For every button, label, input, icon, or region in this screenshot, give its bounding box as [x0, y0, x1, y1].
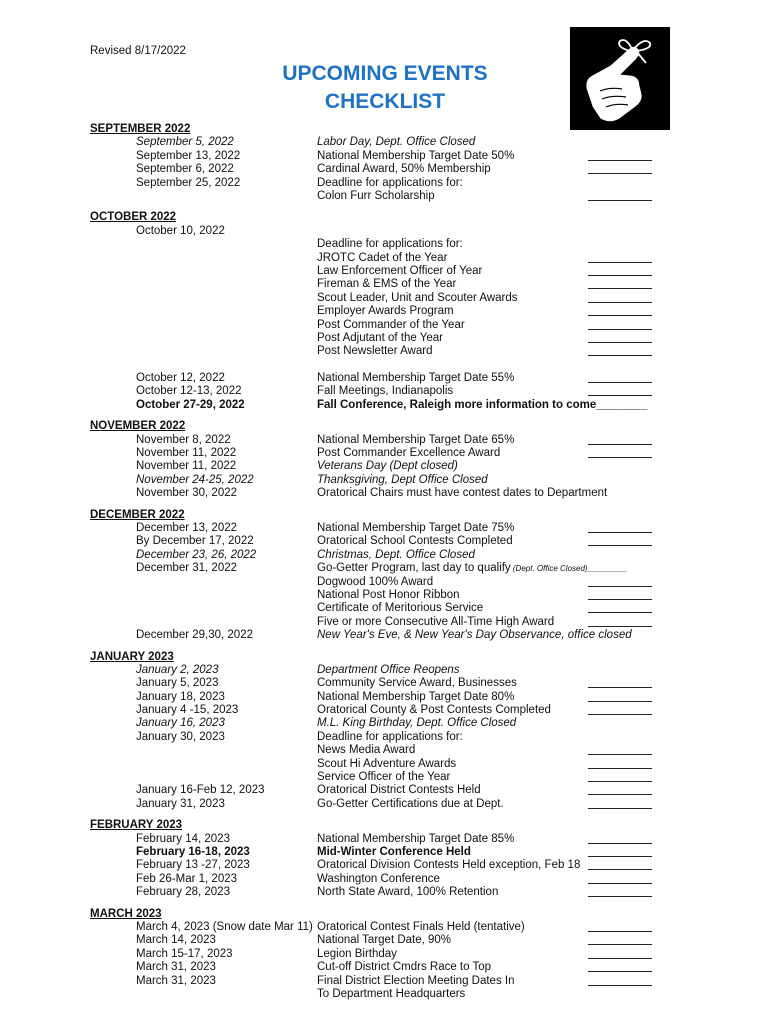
event-date: March 31, 2023 — [136, 974, 216, 987]
event-row — [0, 602, 770, 615]
event-description: Oratorical County & Post Contests Completed — [317, 704, 551, 717]
event-row — [0, 319, 770, 332]
month-heading: MARCH 2023 — [90, 907, 162, 920]
event-description: National Membership Target Date 50% — [317, 149, 515, 162]
event-row — [0, 704, 770, 717]
checklist-blank-line[interactable] — [588, 382, 652, 383]
event-description: Cut-off District Cmdrs Race to Top — [317, 961, 492, 974]
checklist-blank-line[interactable] — [588, 612, 652, 613]
event-description: Legion Birthday — [317, 947, 397, 960]
event-description: JROTC Cadet of the Year — [317, 251, 448, 264]
event-date: December 23, 26, 2022 — [136, 548, 257, 561]
event-row — [0, 345, 770, 358]
checklist-blank-line[interactable] — [588, 701, 652, 702]
month-heading: NOVEMBER 2022 — [90, 420, 186, 433]
event-row — [0, 447, 770, 460]
event-date: October 12-13, 2022 — [136, 385, 242, 398]
event-description: National Target Date, 90% — [317, 934, 452, 947]
event-description: M.L. King Birthday, Dept. Office Closed — [317, 717, 517, 730]
event-date: November 11, 2022 — [136, 460, 237, 473]
section-spacer — [0, 811, 770, 819]
event-note: (Dept. Office Closed)_________ — [510, 564, 628, 574]
event-description: Mid-Winter Conference Held — [317, 846, 471, 859]
events-checklist — [0, 123, 770, 1001]
event-date: November 8, 2022 — [136, 433, 231, 446]
event-description: Thanksgiving, Dept Office Closed — [317, 473, 488, 486]
checklist-blank-line[interactable] — [588, 586, 652, 587]
event-date: September 5, 2022 — [136, 136, 234, 149]
checklist-blank-line[interactable] — [588, 869, 652, 870]
event-row — [0, 225, 770, 238]
event-description: Deadline for applications for: — [317, 730, 463, 743]
event-date: By December 17, 2022 — [136, 535, 254, 548]
event-row — [0, 487, 770, 500]
event-description: National Membership Target Date 65% — [317, 433, 515, 446]
checklist-blank-line[interactable] — [588, 342, 652, 343]
event-date: February 16-18, 2023 — [136, 846, 250, 859]
row-spacer — [0, 359, 770, 372]
checklist-blank-line[interactable] — [588, 714, 652, 715]
event-row — [0, 399, 770, 412]
event-date: September 6, 2022 — [136, 163, 234, 176]
event-description: Oratorical Division Contests Held exception, Feb 18 — [317, 859, 581, 872]
event-row — [0, 988, 770, 1001]
checklist-blank-line[interactable] — [588, 754, 652, 755]
event-description: Post Newsletter Award — [317, 345, 433, 358]
event-date: March 31, 2023 — [136, 961, 216, 974]
event-description: Oratorical School Contests Completed — [317, 535, 513, 548]
event-row — [0, 784, 770, 797]
event-row — [0, 744, 770, 757]
event-row — [0, 717, 770, 730]
event-row — [0, 474, 770, 487]
event-description: National Post Honor Ribbon — [317, 588, 460, 601]
revised-date: Revised 8/17/2022 — [90, 45, 186, 57]
event-date: November 30, 2022 — [136, 487, 238, 500]
event-description: National Membership Target Date 80% — [317, 690, 515, 703]
event-date: December 13, 2022 — [136, 522, 238, 534]
event-description: Scout Hi Adventure Awards — [317, 757, 457, 770]
event-date: March 4, 2023 (Snow date Mar 11) — [136, 920, 313, 933]
checklist-blank-line[interactable] — [588, 457, 652, 458]
event-description: Oratorical District Contests Held — [317, 784, 481, 797]
event-date: January 5, 2023 — [136, 677, 219, 690]
checklist-blank-line[interactable] — [588, 395, 652, 396]
month-heading: JANUARY 2023 — [90, 650, 174, 663]
event-row — [0, 616, 770, 629]
event-description: National Membership Target Date 55% — [317, 372, 515, 385]
event-description: Service Officer of the Year — [317, 771, 451, 784]
event-row — [0, 549, 770, 562]
checklist-blank-line[interactable] — [588, 444, 652, 445]
checklist-blank-line[interactable] — [588, 275, 652, 276]
checklist-blank-line[interactable] — [588, 808, 652, 809]
event-row — [0, 576, 770, 589]
event-date: October 12, 2022 — [136, 372, 225, 385]
event-date: October 27-29, 2022 — [136, 398, 245, 411]
checklist-blank-line[interactable] — [588, 288, 652, 289]
event-date: January 30, 2023 — [136, 730, 225, 743]
event-date: January 31, 2023 — [136, 797, 225, 810]
event-description: Fall Conference, Raleigh more information to come________ — [317, 398, 648, 411]
checklist-blank-line[interactable] — [588, 160, 652, 161]
event-description: Post Commander Excellence Award — [317, 447, 501, 460]
checklist-blank-line[interactable] — [588, 262, 652, 263]
event-row — [0, 177, 770, 190]
event-description: Go-Getter Program, last day to qualify (Dept. Office Closed)_________ — [317, 562, 628, 575]
event-row — [0, 589, 770, 602]
event-description: National Membership Target Date 85% — [317, 832, 515, 845]
checklist-blank-line[interactable] — [588, 687, 652, 688]
checklist-blank-line[interactable] — [588, 794, 652, 795]
event-row — [0, 238, 770, 251]
event-date: November 11, 2022 — [136, 447, 237, 460]
event-description: Certificate of Meritorious Service — [317, 602, 484, 615]
event-description: Washington Conference — [317, 872, 440, 885]
checklist-blank-line[interactable] — [588, 971, 652, 972]
event-description: Go-Getter Certifications due at Dept. — [317, 797, 504, 810]
event-row — [0, 961, 770, 974]
event-row — [0, 305, 770, 318]
event-row — [0, 460, 770, 473]
checklist-blank-line[interactable] — [588, 944, 652, 945]
event-row — [0, 278, 770, 291]
event-description: Employer Awards Program — [317, 305, 454, 318]
event-date: February 13 -27, 2023 — [136, 859, 250, 872]
event-description: Oratorical Chairs must have contest dates to Department — [317, 487, 608, 500]
event-row — [0, 190, 770, 203]
checklist-blank-line[interactable] — [588, 768, 652, 769]
event-row — [0, 629, 770, 642]
event-description: Veterans Day (Dept closed) — [317, 460, 458, 473]
event-row — [0, 798, 770, 811]
checklist-blank-line[interactable] — [588, 200, 652, 201]
checklist-blank-line[interactable] — [588, 856, 652, 857]
event-date: September 25, 2022 — [136, 176, 241, 189]
event-date: March 14, 2023 — [136, 934, 216, 947]
event-row — [0, 886, 770, 899]
event-description: New Year's Eve, & New Year's Day Observance, office closed — [317, 629, 632, 642]
event-row — [0, 150, 770, 163]
event-row — [0, 136, 770, 149]
event-date: October 10, 2022 — [136, 224, 225, 237]
event-date: November 24-25, 2022 — [136, 473, 254, 486]
section-spacer — [0, 643, 770, 651]
month-heading: SEPTEMBER 2022 — [90, 123, 191, 135]
event-row — [0, 948, 770, 961]
checklist-blank-line[interactable] — [588, 843, 652, 844]
event-date: January 18, 2023 — [136, 690, 225, 703]
section-spacer — [0, 412, 770, 420]
event-description: Colon Furr Scholarship — [317, 189, 435, 202]
checklist-blank-line[interactable] — [588, 626, 652, 627]
event-date: February 28, 2023 — [136, 886, 230, 899]
event-row — [0, 265, 770, 278]
event-row — [0, 522, 770, 535]
event-description: Christmas, Dept. Office Closed — [317, 548, 475, 561]
event-row — [0, 758, 770, 771]
event-row — [0, 292, 770, 305]
event-description: Community Service Award, Businesses — [317, 677, 517, 690]
event-date: September 13, 2022 — [136, 149, 241, 162]
event-row — [0, 934, 770, 947]
event-description: Final District Election Meeting Dates In — [317, 974, 515, 987]
checklist-blank-line[interactable] — [588, 896, 652, 897]
title-line-2: CHECKLIST — [324, 90, 446, 113]
checklist-blank-line[interactable] — [588, 781, 652, 782]
checklist-blank-line[interactable] — [588, 599, 652, 600]
event-description: Oratorical Contest Finals Held (tentative) — [317, 920, 525, 933]
checklist-blank-line[interactable] — [588, 883, 652, 884]
checklist-blank-line[interactable] — [588, 355, 652, 356]
event-row — [0, 664, 770, 677]
event-description: To Department Headquarters — [317, 987, 466, 1000]
event-date: March 15-17, 2023 — [136, 947, 233, 960]
event-row — [0, 385, 770, 398]
event-row — [0, 434, 770, 447]
checklist-blank-line[interactable] — [588, 532, 652, 533]
event-row — [0, 562, 770, 575]
month-heading: DECEMBER 2022 — [90, 508, 185, 521]
event-row — [0, 846, 770, 859]
event-row — [0, 332, 770, 345]
checklist-blank-line[interactable] — [588, 302, 652, 303]
event-description: News Media Award — [317, 744, 416, 757]
event-description: North State Award, 100% Retention — [317, 886, 499, 899]
section-spacer — [0, 900, 770, 908]
event-row — [0, 833, 770, 846]
event-date: January 2, 2023 — [136, 663, 219, 676]
section-spacer — [0, 501, 770, 509]
event-description: Deadline for applications for: — [317, 176, 463, 189]
checklist-blank-line[interactable] — [588, 545, 652, 546]
section-spacer — [0, 203, 770, 211]
event-description: Deadline for applications for: — [317, 238, 463, 251]
event-date: Feb 26-Mar 1, 2023 — [136, 872, 238, 885]
event-description: Scout Leader, Unit and Scouter Awards — [317, 291, 518, 304]
event-description: Post Commander of the Year — [317, 318, 465, 331]
event-row — [0, 859, 770, 872]
event-date: February 14, 2023 — [136, 832, 230, 845]
event-description: Labor Day, Dept. Office Closed — [317, 136, 476, 149]
event-row — [0, 873, 770, 886]
month-heading: FEBRUARY 2023 — [90, 819, 183, 832]
event-description: Fireman & EMS of the Year — [317, 278, 457, 291]
event-date: January 16-Feb 12, 2023 — [136, 784, 265, 797]
checklist-blank-line[interactable] — [588, 958, 652, 959]
event-description: Cardinal Award, 50% Membership — [317, 163, 491, 176]
checklist-blank-line[interactable] — [588, 931, 652, 932]
event-row — [0, 163, 770, 176]
event-row — [0, 921, 770, 934]
event-description: Five or more Consecutive All-Time High Award — [317, 615, 555, 628]
event-row — [0, 252, 770, 265]
checklist-blank-line[interactable] — [588, 315, 652, 316]
event-description: Post Adjutant of the Year — [317, 331, 443, 344]
title-line-1: UPCOMING EVENTS — [282, 62, 488, 85]
event-row — [0, 535, 770, 548]
event-description: Law Enforcement Officer of Year — [317, 264, 483, 277]
event-date: December 29,30, 2022 — [136, 629, 253, 642]
month-heading: OCTOBER 2022 — [90, 211, 177, 224]
event-row — [0, 771, 770, 784]
event-row — [0, 691, 770, 704]
event-date: January 16, 2023 — [136, 717, 225, 730]
event-description: Fall Meetings, Indianapolis — [317, 385, 454, 398]
event-row — [0, 975, 770, 988]
event-date: December 31, 2022 — [136, 562, 238, 575]
event-row — [0, 372, 770, 385]
event-description: Dogwood 100% Award — [317, 575, 434, 588]
event-row — [0, 677, 770, 690]
checklist-blank-line[interactable] — [588, 329, 652, 330]
finger-with-bow-icon — [570, 27, 670, 130]
event-row — [0, 731, 770, 744]
event-description: Department Office Reopens — [317, 663, 460, 676]
page-title — [240, 60, 530, 116]
event-date: January 4 -15, 2023 — [136, 704, 239, 717]
checklist-blank-line[interactable] — [588, 173, 652, 174]
checklist-blank-line[interactable] — [588, 985, 652, 986]
event-description: National Membership Target Date 75% — [317, 522, 515, 534]
